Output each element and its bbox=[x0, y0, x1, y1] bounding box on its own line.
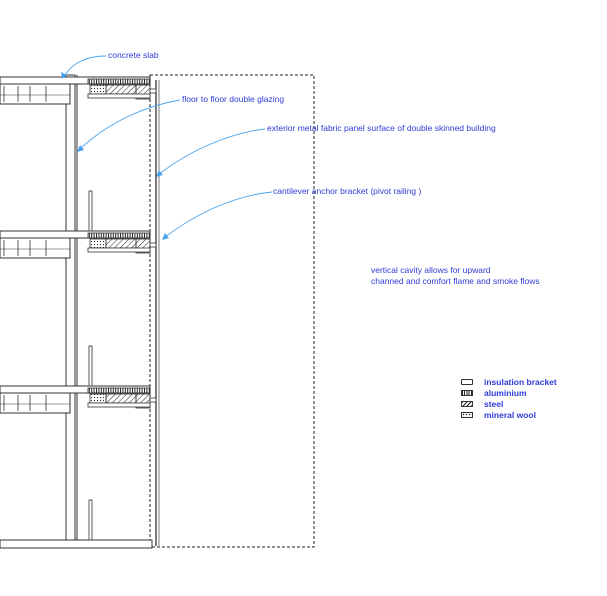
legend-label: mineral wool bbox=[484, 409, 536, 420]
cavity-outline bbox=[150, 75, 314, 547]
aluminium-bracket bbox=[88, 388, 150, 393]
steel-bracket bbox=[106, 394, 136, 403]
insulation-bracket bbox=[88, 403, 150, 407]
insulation-bracket bbox=[88, 94, 150, 98]
legend-label: aluminium bbox=[484, 387, 527, 398]
legend-item bbox=[461, 376, 557, 387]
anchor-pivot bbox=[150, 243, 156, 247]
slab-soffit bbox=[0, 238, 70, 258]
slab-soffit bbox=[0, 84, 70, 104]
anchor-pivot bbox=[150, 89, 156, 93]
slab-soffit bbox=[0, 393, 70, 413]
anchor-pivot bbox=[150, 398, 156, 402]
insulation-swatch-icon bbox=[461, 379, 473, 385]
steel-swatch-icon bbox=[461, 401, 473, 407]
mineral-wool-block bbox=[90, 394, 106, 403]
mullion bbox=[89, 191, 92, 231]
insulation-bracket bbox=[88, 248, 150, 252]
leader-concrete-slab bbox=[64, 56, 106, 77]
legend-item bbox=[461, 398, 557, 409]
steel-bracket bbox=[106, 85, 136, 94]
column bbox=[66, 75, 75, 547]
aluminium-swatch-icon bbox=[461, 390, 473, 396]
leader-anchor-bracket bbox=[164, 192, 272, 238]
arrowhead bbox=[162, 233, 169, 240]
legend-item bbox=[461, 409, 557, 420]
annotation-double-glazing: floor to floor double glazing bbox=[182, 94, 285, 104]
mineral-wool-swatch-icon bbox=[461, 412, 473, 418]
mineral-wool-block bbox=[90, 85, 106, 94]
legend-item bbox=[461, 387, 557, 398]
arrowhead bbox=[156, 170, 163, 177]
annotation-metal-fabric: exterior metal fabric panel surface of double skinned building bbox=[267, 123, 496, 133]
annotation-anchor-bracket: cantilever anchor bracket (pivot railing ) bbox=[273, 186, 422, 196]
aluminium-bracket bbox=[88, 233, 150, 238]
legend-label: insulation bracket bbox=[484, 376, 557, 387]
cavity-note-line2: channed and comfort flame and smoke flows bbox=[371, 276, 540, 286]
mullion bbox=[89, 346, 92, 386]
legend-label: steel bbox=[484, 398, 504, 409]
base-slab bbox=[0, 540, 152, 548]
cavity-note-line1: vertical cavity allows for upward bbox=[371, 265, 491, 275]
leader-double-glazing bbox=[79, 100, 180, 150]
mineral-wool-block bbox=[90, 239, 106, 248]
annotation-concrete-slab: concrete slab bbox=[108, 50, 159, 60]
mullion bbox=[89, 500, 92, 540]
aluminium-bracket bbox=[88, 79, 150, 84]
floor-slabs bbox=[0, 77, 156, 413]
legend bbox=[461, 376, 557, 420]
leader-metal-fabric bbox=[158, 129, 265, 175]
steel-bracket bbox=[106, 239, 136, 248]
